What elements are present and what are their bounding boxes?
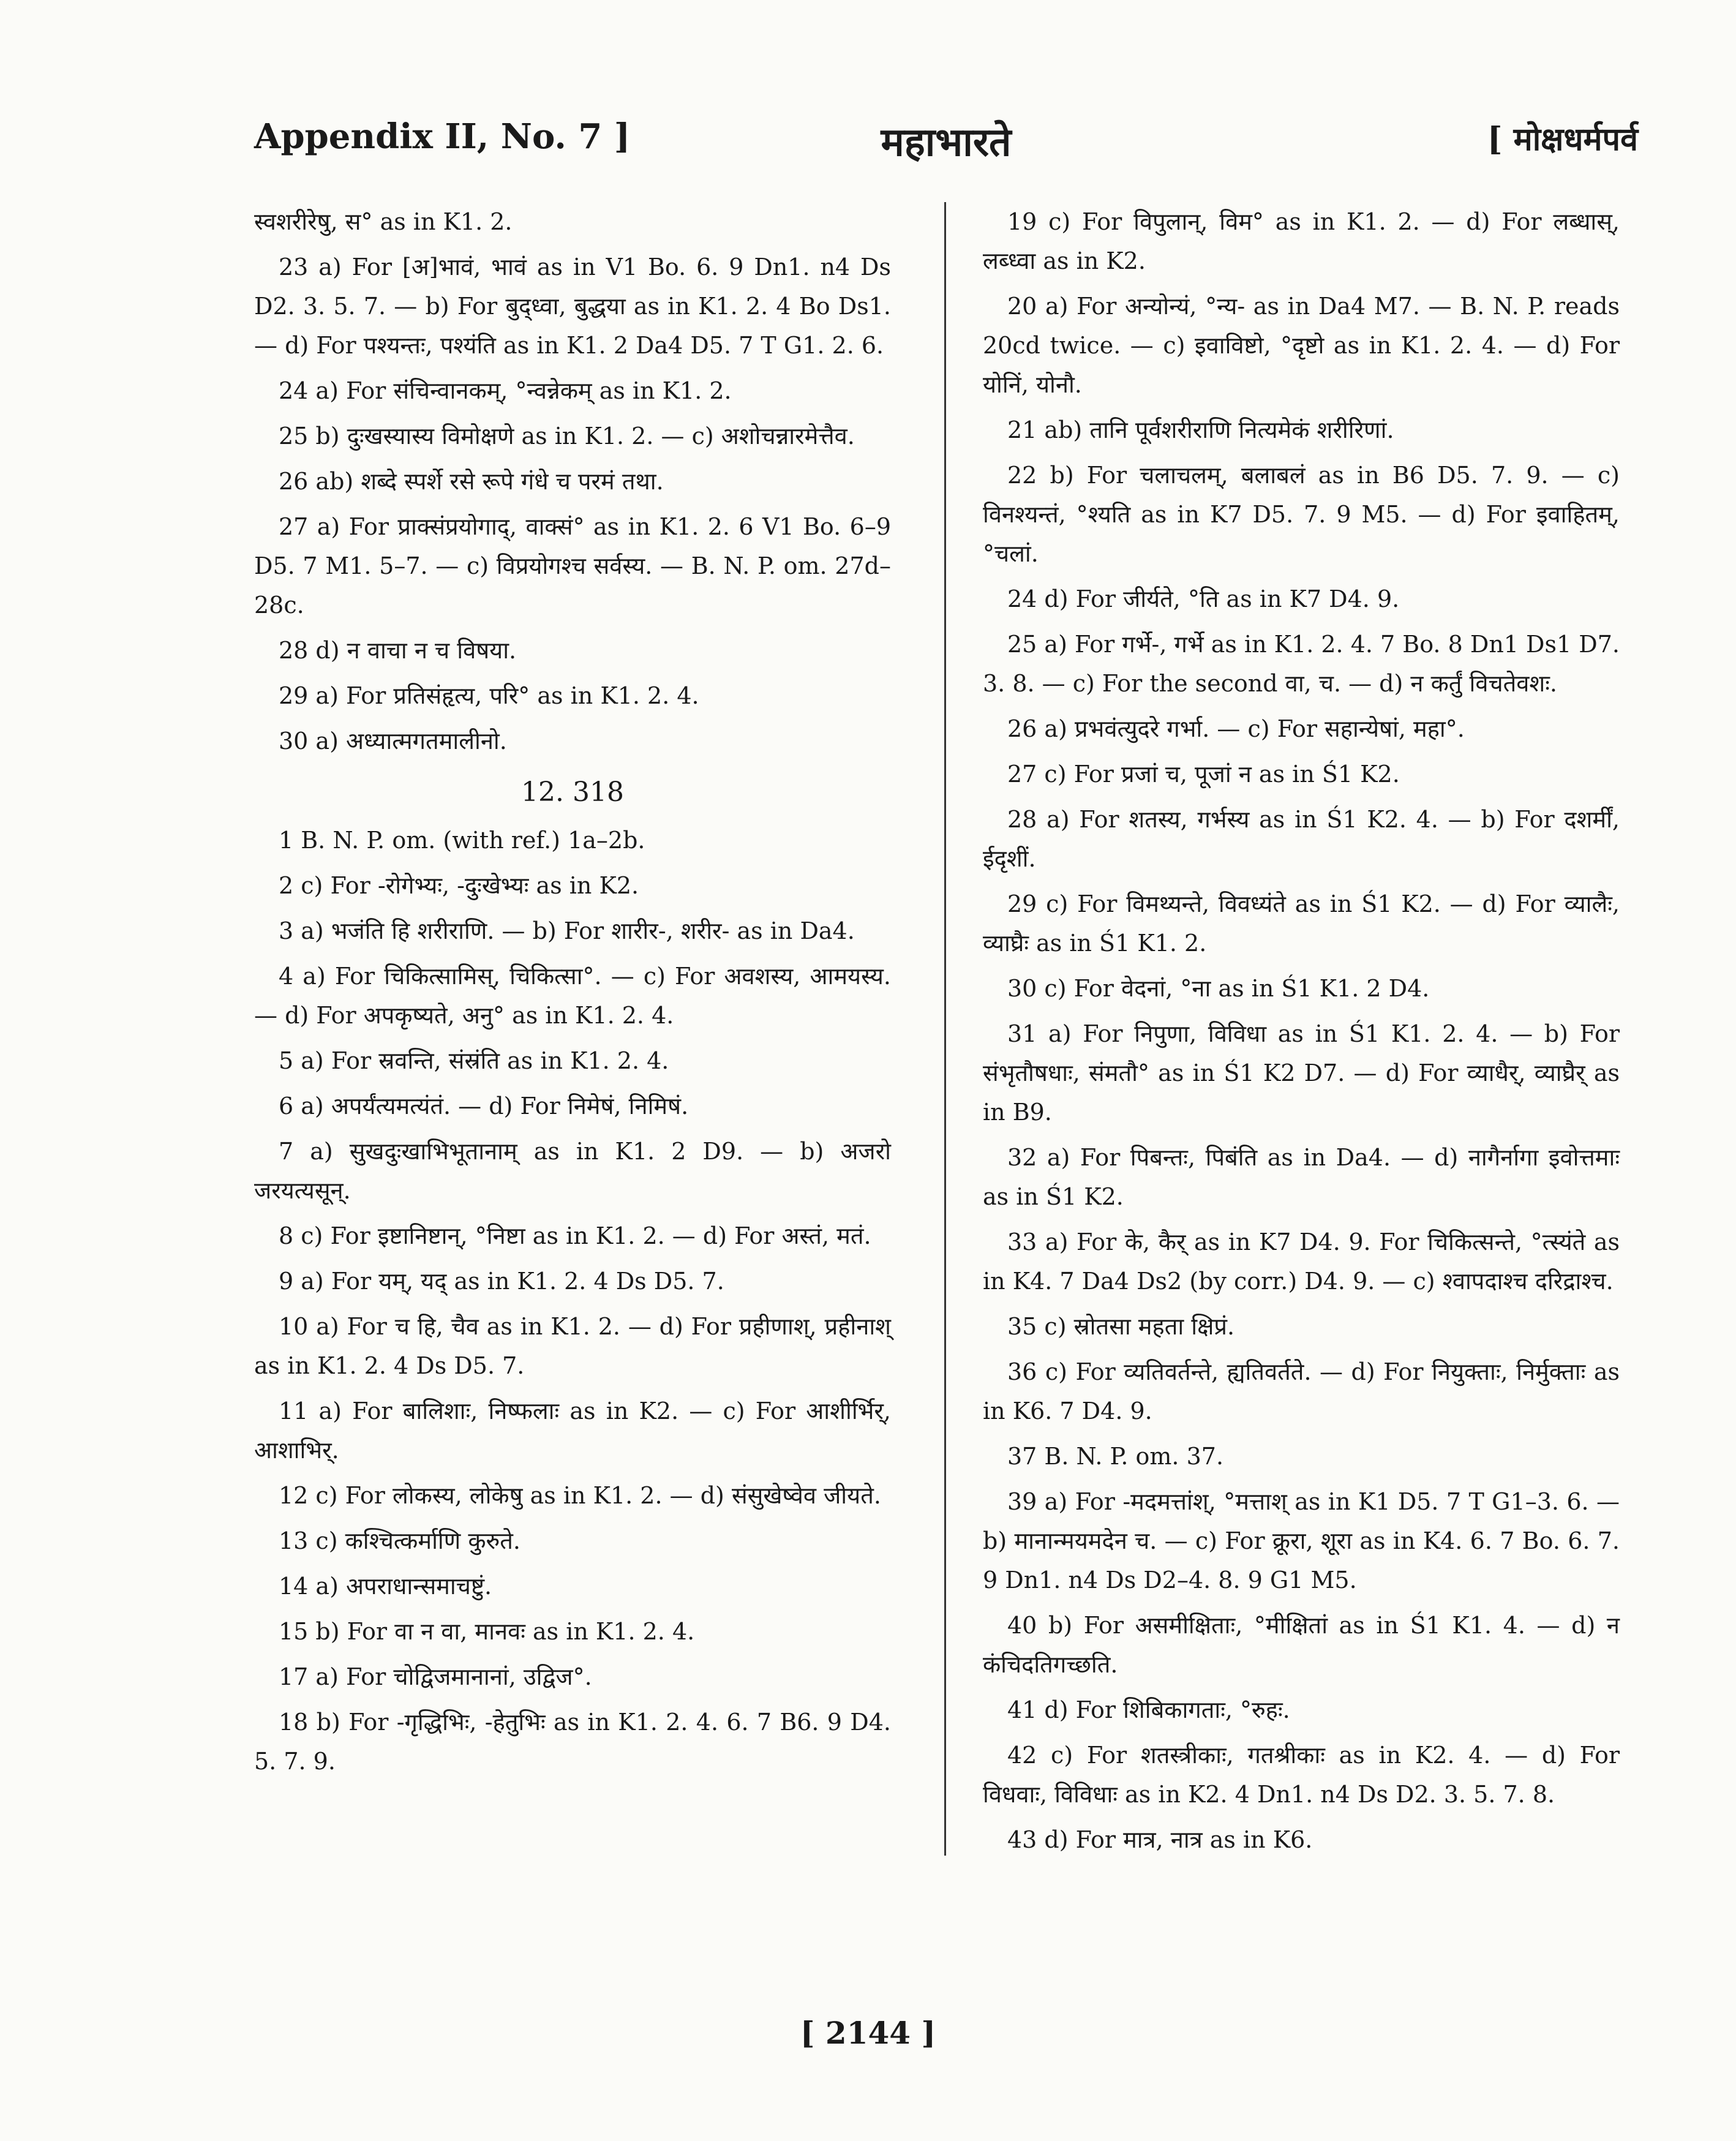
- column-divider: [944, 202, 946, 1856]
- note-entry: 24 d) For जीर्यते, °ति as in K7 D4. 9.: [1007, 585, 1400, 612]
- note-entry: 15 b) For वा न वा, मानवः as in K1. 2. 4.: [279, 1618, 695, 1645]
- note-entry: 7 a) सुखदुःखाभिभूतानाम् as in K1. 2 D9. — b) अजरो जरयत्यसून्.: [254, 1138, 891, 1204]
- note-entry: 32 a) For पिबन्तः, पिबंति as in Da4. — d) नागैर्नागा इवोत्तमाः as in Ś1 K2.: [983, 1144, 1620, 1210]
- note-entry: 41 d) For शिबिकागताः, °रुहः.: [1007, 1696, 1290, 1723]
- note-entry: 30 a) अध्यात्मगतमालीनो.: [279, 728, 507, 754]
- note-entry: 36 c) For व्यतिवर्तन्ते, ह्यतिवर्तते. — d) For नियुक्ताः, निर्मुक्ताः as in K6. 7 D4. 9.: [983, 1358, 1620, 1424]
- note-entry: 12 c) For लोकस्य, लोकेषु as in K1. 2. — d) संसुखेष्वेव जीयते.: [279, 1482, 881, 1509]
- note-entry: 19 c) For विपुलान्, विम° as in K1. 2. — d) For लब्धास्, लब्ध्वा as in K2.: [983, 208, 1620, 274]
- note-entry: 9 a) For यम्, यद् as in K1. 2. 4 Ds D5. 7.: [279, 1268, 724, 1295]
- note-entry: 30 c) For वेदनां, °ना as in Ś1 K1. 2 D4.: [1007, 975, 1430, 1002]
- note-entry: 17 a) For चोद्विजमानानां, उद्विज°.: [279, 1663, 592, 1690]
- note-entry: 33 a) For के, कैर् as in K7 D4. 9. For चिकित्सन्ते, °त्स्यंते as in K4. 7 Da4 Ds2 (by corr.) D4. 9. — c) श्वापदाश्च दरिद्राश्च.: [983, 1229, 1620, 1295]
- note-entry: 10 a) For च हि, चैव as in K1. 2. — d) For प्रहीणाश्, प्रहीनाश् as in K1. 2. 4 Ds D5. 7.: [254, 1313, 891, 1379]
- note-entry: 26 ab) शब्दे स्पर्शे रसे रूपे गंधे च परमं तथा.: [279, 468, 664, 495]
- note-entry: 25 b) दुःखस्यास्य विमोक्षणे as in K1. 2. — c) अशोचन्नारमेत्तैव.: [279, 423, 855, 450]
- note-entry: 27 a) For प्राक्संप्रयोगाद्, वाक्सं° as in K1. 2. 6 V1 Bo. 6–9 D5. 7 M1. 5–7. — c) विप्रयोगश्च सर्वस्य. — B. N. P. om. 27d–28c.: [254, 513, 891, 619]
- note-entry: 25 a) For गर्भे-, गर्भे as in K1. 2. 4. 7 Bo. 8 Dn1 Ds1 D7. 3. 8. — c) For the second वा, च. — d) न कर्तुं विचतेवशः.: [983, 631, 1620, 697]
- note-entry: 24 a) For संचिन्वानकम्, °न्वन्नेकम् as in K1. 2.: [279, 377, 732, 404]
- note-entry: 31 a) For निपुणा, विविधा as in Ś1 K1. 2. 4. — b) For संभृतौषधाः, संमतौ° as in Ś1 K2 D7. — d) For व्याधैर्, व्याघ्रैर् as in B9.: [983, 1020, 1620, 1126]
- note-entry: 3 a) भजंति हि शरीराणि. — b) For शारीर-, शरीर- as in Da4.: [279, 917, 855, 944]
- note-entry: 27 c) For प्रजां च, पूजां न as in Ś1 K2.: [1007, 761, 1400, 788]
- note-entry: 22 b) For चलाचलम्, बलाबलं as in B6 D5. 7. 9. — c) विनश्यन्तं, °श्यति as in K7 D5. 7. 9 M5. — d) For इवाहितम्, °चलां.: [983, 462, 1620, 567]
- note-entry: 2 c) For -रोगेभ्यः, -दुःखेभ्यः as in K2.: [279, 872, 639, 899]
- note-entry: 21 ab) तानि पूर्वशरीराणि नित्यमेकं शरीरिणां.: [1007, 416, 1394, 443]
- running-head-left: Appendix II, No. 7 ]: [254, 116, 631, 157]
- note-entry: 6 a) अपर्यंत्यमत्यंतं. — d) For निमेषं, निमिषं.: [279, 1093, 689, 1119]
- note-entry: 13 c) कश्चित्कर्माणि कुरुते.: [279, 1527, 520, 1554]
- note-entry: 26 a) प्रभवंत्युदरे गर्भा. — c) For सहान्येषां, महा°.: [1007, 715, 1465, 742]
- note-entry: 43 d) For मात्र, नात्र as in K6.: [1007, 1826, 1313, 1853]
- left-column: [254, 202, 891, 1787]
- note-entry: 28 a) For शतस्य, गर्भस्य as in Ś1 K2. 4. — b) For दशर्मीं, ईदृशीं.: [983, 806, 1620, 872]
- note-entry: स्वशरीरेषु, स° as in K1. 2.: [254, 208, 513, 235]
- running-head-title: महाभारते: [881, 119, 1012, 165]
- page-header: [254, 116, 1638, 171]
- note-entry: 29 c) For विमथ्यन्ते, विवध्यंते as in Ś1 K2. — d) For व्यालैः, व्याघ्रैः as in Ś1 K1. 2.: [983, 890, 1620, 957]
- note-entry: 28 d) न वाचा न च विषया.: [279, 637, 517, 664]
- note-entry: 39 a) For -मदमत्तांश्, °मत्ताश् as in K1 D5. 7 T G1–3. 6. — b) मानान्मयमदेन च. — c) For क्रूरा, शूरा as in K4. 6. 7 Bo. 6. 7. 9 Dn1. n4 Ds D2–4. 8. 9 G1 M5.: [983, 1488, 1620, 1594]
- note-entry: 40 b) For असमीक्षिताः, °मीक्षितां as in Ś1 K1. 4. — d) न कंचिदतिगच्छति.: [983, 1612, 1620, 1678]
- note-entry: 5 a) For स्रवन्ति, संस्रंति as in K1. 2. 4.: [279, 1047, 669, 1074]
- note-entry: 37 B. N. P. om. 37.: [1007, 1443, 1224, 1470]
- running-head-right: [ मोक्षधर्मपर्व: [1487, 121, 1638, 158]
- note-entry: 18 b) For -गृद्धिभिः, -हेतुभिः as in K1. 2. 4. 6. 7 B6. 9 D4. 5. 7. 9.: [254, 1709, 891, 1775]
- right-column: [983, 202, 1620, 1865]
- section-title: 12. 318: [521, 777, 624, 808]
- note-entry: 1 B. N. P. om. (with ref.) 1a–2b.: [279, 827, 645, 854]
- note-entry: 4 a) For चिकित्सामिस्, चिकित्सा°. — c) For अवशस्य, आमयस्य. — d) For अपकृष्यते, अनु° as in K1. 2. 4.: [254, 963, 891, 1029]
- note-entry: 42 c) For शतस्त्रीकाः, गतश्रीकाः as in K2. 4. — d) For विधवाः, विविधाः as in K2. 4 Dn1. n4 Ds D2. 3. 5. 7. 8.: [983, 1742, 1620, 1808]
- note-entry: 23 a) For [अ]भावं, भावं as in V1 Bo. 6. 9 Dn1. n4 Ds D2. 3. 5. 7. — b) For बुद्ध्वा, बुद्धया as in K1. 2. 4 Bo Ds1. — d) For पश्यन्तः, पश्यंति as in K1. 2 Da4 D5. 7 T G1. 2. 6.: [254, 254, 891, 359]
- page-number: [ 2144 ]: [800, 2015, 936, 2051]
- note-entry: 35 c) स्रोतसा महता क्षिप्रं.: [1007, 1313, 1235, 1340]
- note-entry: 14 a) अपराधान्समाचष्टुं.: [279, 1573, 492, 1600]
- note-entry: 29 a) For प्रतिसंहृत्य, परि° as in K1. 2. 4.: [279, 682, 699, 709]
- note-entry: 11 a) For बालिशाः, निष्फलाः as in K2. — c) For आशीर्भिर्, आशाभिर्.: [254, 1398, 891, 1464]
- note-entry: 8 c) For इष्टानिष्टान्, °निष्टा as in K1. 2. — d) For अस्तं, मतं.: [279, 1222, 871, 1249]
- note-entry: 20 a) For अन्योन्यं, °न्य- as in Da4 M7. — B. N. P. reads 20cd twice. — c) इवाविष्टो, °दृष्टो as in K1. 2. 4. — d) For योनिं, योनौ.: [983, 293, 1620, 398]
